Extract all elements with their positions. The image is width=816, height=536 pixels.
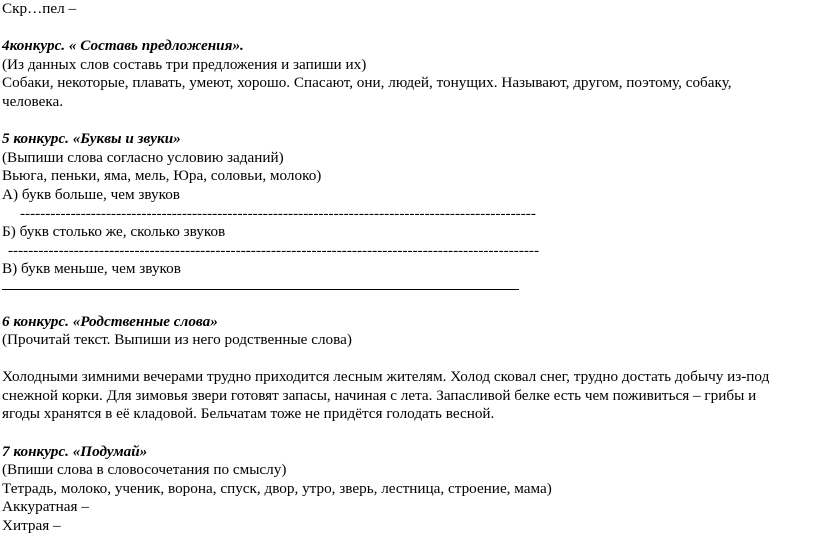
contest7-heading: 7 конкурс. «Подумай»: [2, 442, 148, 460]
contest5-b-label: Б) букв столько же, сколько звуков: [2, 223, 226, 241]
blank-line: [2, 424, 816, 443]
answer-underline: [2, 279, 519, 290]
blank-line: [2, 294, 816, 313]
contest5-words: Вьюга, пеньки, яма, мель, Юра, соловьи, молоко): [2, 167, 322, 185]
contest7-item1: Аккуратная –: [2, 498, 89, 516]
contest5-a-label: А) букв больше, чем звуков: [2, 185, 180, 203]
contest6-instruction: (Прочитай текст. Выпиши из него родственные слова): [2, 331, 352, 349]
contest6-heading: 6 конкурс. «Родственные слова»: [2, 312, 218, 330]
contest7-item2: Хитрая –: [2, 517, 61, 535]
contest5-heading: 5 конкурс. «Буквы и звуки»: [2, 130, 181, 148]
contest4-heading: 4конкурс. « Составь предложения».: [2, 37, 244, 55]
blank-line: [2, 19, 816, 38]
contest7-words: Тетрадь, молоко, ученик, ворона, спуск, двор, утро, зверь, лестница, строение, мама): [2, 479, 552, 497]
answer-dash-line-1: ------------------------------------------------------------------------------------------------------: [20, 204, 536, 222]
contest6-text: Холодными зимними вечерами трудно приходится лесным жителям. Холод сковал снег, трудно достать добычу из-под снежной корки. Для зимовья звери готовят запасы, начиная с лета. Запасливой белке есть чем поживиться – грибы и ягоды хранятся в её кладовой. Бельчатам тоже не придётся голодать весной.: [2, 368, 770, 423]
contest5-instruction: (Выпиши слова согласно условию заданий): [2, 148, 284, 166]
blank-line: [2, 112, 816, 131]
contest4-instruction: (Из данных слов составь три предложения и запиши их): [2, 55, 367, 73]
answer-dash-line-2: ---------------------------------------------------------------------------------------------------------: [8, 241, 540, 259]
top-line: Скр…пел –: [2, 0, 77, 17]
contest4-words: Собаки, некоторые, плавать, умеют, хорошо. Спасают, они, людей, тонущих. Называют, другом, поэтому, собаку, человека.: [2, 74, 732, 110]
blank-line: [2, 350, 816, 369]
contest7-instruction: (Впиши слова в словосочетания по смыслу): [2, 461, 287, 479]
contest5-c-label: В) букв меньше, чем звуков: [2, 260, 181, 278]
